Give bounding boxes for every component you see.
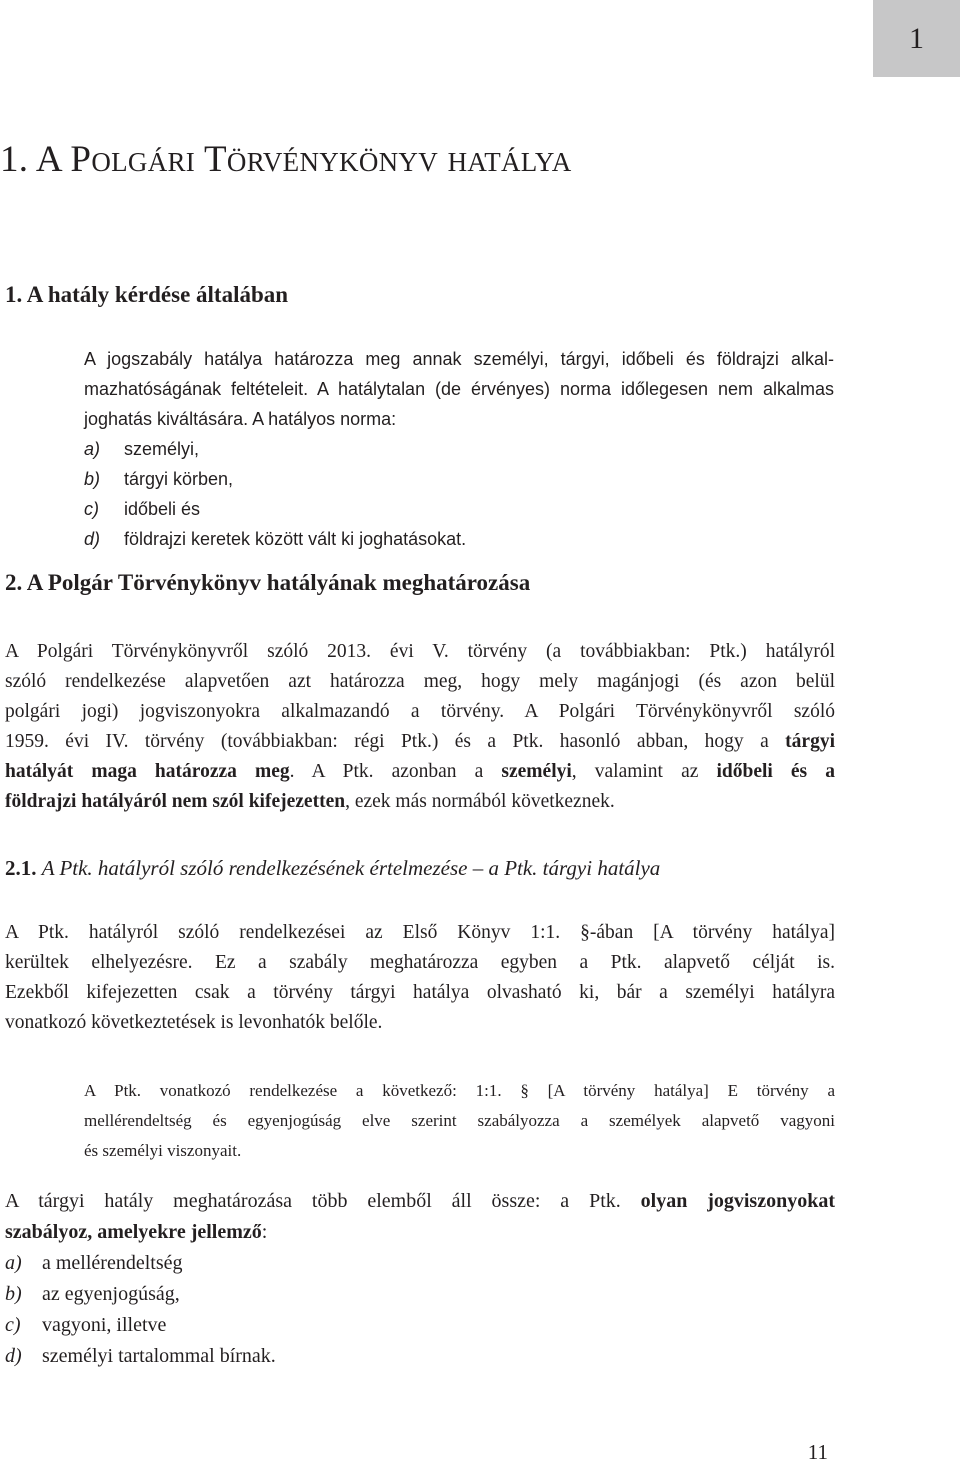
list-item: d) földrajzi keretek között vált ki joghatásokat. <box>84 529 467 549</box>
chapter-tab-number: 1 <box>909 21 924 55</box>
list-item: b) tárgyi körben, <box>84 469 234 489</box>
section-1-paragraph: A jogszabály hatálya határozza meg annak személyi, tárgyi, időbeli és földrajzi alkal- mazhatóságának feltételeit. A hatálytalan (de érvényes) norma időlegesen nem alkalmas joghatás kiváltására. A hatályos norma: <box>84 349 834 429</box>
section-2-1-list <box>5 1248 705 1372</box>
chapter-title: 1. A POLGÁRI TÖRVÉNYKÖNYV HATÁLYA <box>0 139 572 180</box>
section-1-list <box>84 434 784 554</box>
section-2-1-paragraph-3: A tárgyi hatály meghatározása több elemből áll össze: a Ptk. olyan jogviszonyokat szabályoz, amelyekre jellemző: <box>5 1190 835 1243</box>
page-number: 11 <box>807 1440 828 1464</box>
list-item: b) az egyenjogúság, <box>5 1283 180 1305</box>
statute-quote: A Ptk. vonatkozó rendelkezése a következő: 1:1. § [A törvény hatálya] E törvény a mellérendeltség és egyenjogúság elve szerint szabályozza a személyek alapvető vagyoni és személyi viszonyait. <box>84 1081 835 1160</box>
list-item: c) vagyoni, illetve <box>5 1314 167 1336</box>
section-2-paragraph: A Polgári Törvénykönyvről szóló 2013. évi V. törvény (a továbbiakban: Ptk.) hatályról szóló rendelkezése alapvetően azt határozza meg, hogy mely magánjogi (és azon belül polgári jogi) jogviszonyokra alkalmazandó a törvény. A Polgári Törvénykönyvről szóló 1959. évi IV. törvény (továbbiakban: régi Ptk.) és a Ptk. hasonló abban, hogy a tárgyi hatályát maga határozza meg. A Ptk. azonban a személyi, valamint az időbeli és a földrajzi hatályáról nem szól kifejezetten, ezek más normából következnek. <box>5 641 835 812</box>
chapter-tab <box>873 0 960 77</box>
section-2-1-heading: 2.1. A Ptk. hatályról szóló rendelkezésének értelmezése – a Ptk. tárgyi hatálya <box>5 856 661 880</box>
section-2-1-paragraph: A Ptk. hatályról szóló rendelkezései az Első Könyv 1:1. §-ában [A törvény hatálya] kerültek elhelyezésre. Ez a szabály meghatározza egyben a Ptk. alapvető célját is. Ezekből kifejezetten csak a törvény tárgyi hatálya olvasható ki, bár a személyi hatályra vonatkozó következtetések is levonhatók belőle. <box>5 922 835 1033</box>
section-1-heading: 1. A hatály kérdése általában <box>5 282 289 307</box>
list-item: c) időbeli és <box>84 499 201 519</box>
chapter-number: 1. <box>0 139 29 180</box>
list-item: d) személyi tartalommal bírnak. <box>5 1345 276 1367</box>
list-item: a) a mellérendeltség <box>5 1252 183 1274</box>
section-2-heading: 2. A Polgár Törvénykönyv hatályának meghatározása <box>5 570 531 595</box>
list-item: a) személyi, <box>84 439 200 459</box>
